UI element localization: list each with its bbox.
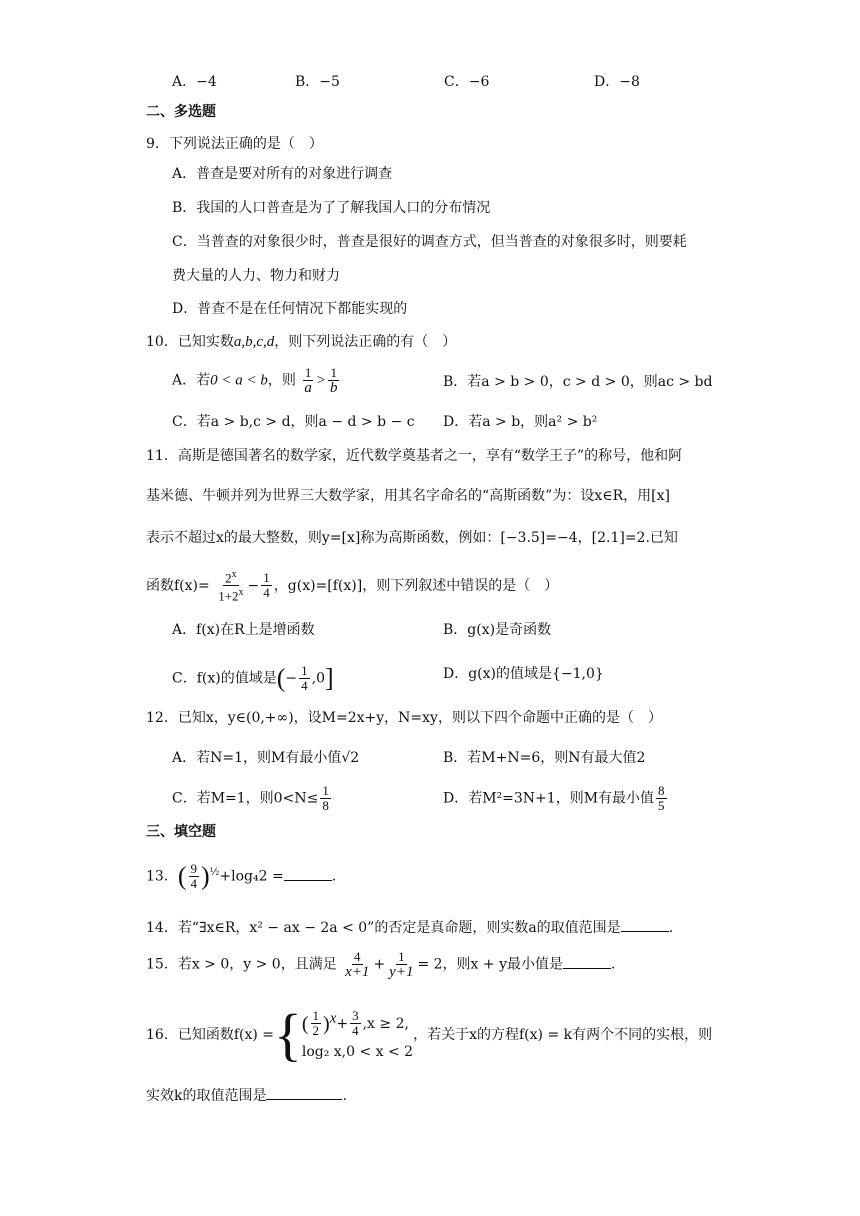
q14: 14．若“∃x∈R，x² − ax − 2a < 0”的否定是真命题，则实数a的取值范围是 . <box>146 920 674 936</box>
answer-blank[interactable] <box>284 868 332 881</box>
q8-option-b: B．−5 <box>295 74 340 90</box>
q11-line3: 表示不超过x的最大整数，则y=[x]称为高斯函数，例如：[−3.5]=−4，[2.1]=2.已知 <box>146 530 678 546</box>
q13: 13．( $\frac{9}{4}$ )$^{\frac{1}{2}}$+log₄2 = . <box>146 861 337 891</box>
q10-option-d: D．若a > b，则a² > b² <box>443 414 598 430</box>
q9-option-c-line2: 费大量的人力、物力和财力 <box>172 268 340 284</box>
q8-option-c: C．−6 <box>444 74 490 90</box>
fraction-4-over-x-plus-1: $\frac{4}{x+1}$ <box>345 949 370 980</box>
q12-option-b: B．若M+N=6，则N有最大值2 <box>443 750 646 766</box>
fraction-1-over-8: $\frac{1}{8}$ <box>322 783 329 813</box>
q8-option-d: D．−8 <box>594 74 640 90</box>
q11-option-b: B．g(x)是奇函数 <box>443 622 552 638</box>
q12-stem: 12．已知x，y∈(0,+∞)，设M=2x+y，N=xy，则以下四个命题中正确的是（ ） <box>146 710 662 726</box>
q16-line1: 16．已知函数f(x) ={( $\frac{1}{2}$ )$^x$+ $\frac{3}{4}$ ,x ≥ 2, log₂ x,0 < x < 2，若关于x的方程f(x) = k有两个不同的实根，则 <box>146 1002 713 1068</box>
fraction-9-over-4: $\frac{9}{4}$ <box>190 861 197 891</box>
fraction-8-over-5: $\frac{8}{5}$ <box>658 783 665 813</box>
fraction-1-over-a: $\frac{1}{a}$ <box>304 365 312 396</box>
q12-option-d: D．若M²=3N+1，则M有最小值 $\frac{8}{5}$ <box>443 783 665 813</box>
q8-option-a: A．−4 <box>172 74 217 90</box>
fraction-1-over-y-plus-1: $\frac{1}{y+1}$ <box>389 949 414 980</box>
q11-option-a: A．f(x)在R上是增函数 <box>172 622 315 638</box>
q9-stem: 9．下列说法正确的是（ ） <box>146 136 323 152</box>
q16-line2: 实效k的取值范围是 . <box>146 1088 347 1104</box>
q10-option-c: C．若a > b,c > d，则a − d > b − c <box>172 414 415 430</box>
q9-option-a: A．普查是要对所有的对象进行调查 <box>172 166 393 182</box>
q9-option-c-line1: C．当普查的对象很少时，普查是很好的调查方式，但当普查的对象很多时，则要耗 <box>172 234 687 250</box>
q11-line2: 基米德、牛顿并列为世界三大数学家，用其名字命名的“高斯函数”为：设x∈R，用[x] <box>146 488 670 504</box>
answer-blank[interactable] <box>563 956 611 969</box>
section-title-fill-blank: 三、填空题 <box>146 824 216 840</box>
q11-line1: 11．高斯是德国著名的数学家，近代数学奠基者之一，享有“数学王子”的称号，他和阿 <box>146 448 683 464</box>
fraction-1-over-4: $\frac{1}{4}$ <box>263 570 270 601</box>
q10-stem: 10．已知实数a,b,c,d，则下列说法正确的有（ ） <box>146 334 457 350</box>
q12-option-a: A．若N=1，则M有最小值√2 <box>172 750 360 766</box>
q11-option-c: C．f(x)的值域是(− $\frac{1}{4}$ ,0] <box>172 663 334 693</box>
answer-blank[interactable] <box>621 919 669 932</box>
q11-line4: 函数f(x)= $\frac{2^x}{1+2^x}$ − $\frac{1}{4}$ ，g(x)=[f(x)]，则下列叙述中错误的是（ ） <box>146 569 559 604</box>
fraction-2x-over-1plus2x: $\frac{2^x}{1+2^x}$ <box>218 569 244 604</box>
q9-option-b: B．我国的人口普查是为了了解我国人口的分布情况 <box>172 200 491 216</box>
q11-option-d: D．g(x)的值域是{−1,0} <box>443 666 604 682</box>
q15: 15．若x > 0，y > 0，且满足 $\frac{4}{x+1}$ + $\frac{1}{y+1}$ = 2，则x + y最小值是 . <box>146 949 616 980</box>
q9-option-d: D．普查不是在任何情况下都能实现的 <box>172 301 408 317</box>
fraction-1-over-b: $\frac{1}{b}$ <box>329 365 338 396</box>
section-title-multi-choice: 二、多选题 <box>146 104 216 120</box>
answer-blank[interactable] <box>266 1087 342 1100</box>
q10-option-a: A．若0 < a < b，则 $\frac{1}{a}$ > $\frac{1}{b}$ <box>172 365 338 396</box>
fraction-1-over-4-c: $\frac{1}{4}$ <box>301 663 308 693</box>
q10-option-b: B．若a > b > 0，c > d > 0，则ac > bd <box>443 374 713 390</box>
piecewise-cases: ( $\frac{1}{2}$ )$^x$+ $\frac{3}{4}$ ,x ≥ 2, log₂ x,0 < x < 2 <box>301 1008 414 1061</box>
q12-option-c: C．若M=1，则0<N≤ $\frac{1}{8}$ <box>172 783 329 813</box>
left-brace: { <box>274 1002 302 1068</box>
